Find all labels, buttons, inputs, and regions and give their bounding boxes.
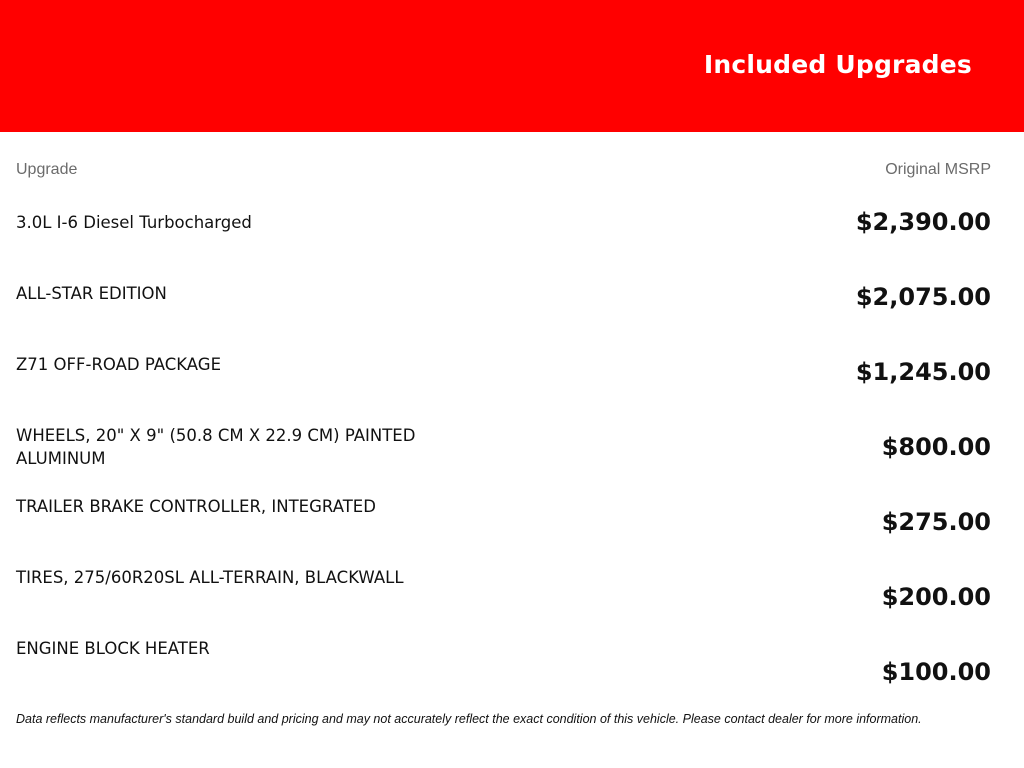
upgrade-name: TRAILER BRAKE CONTROLLER, INTEGRATED — [16, 497, 376, 516]
upgrades-list — [16, 208, 991, 705]
upgrade-price: $100.00 — [881, 658, 991, 686]
upgrade-name: 3.0L I-6 Diesel Turbocharged — [16, 213, 252, 232]
upgrade-name: Z71 OFF-ROAD PACKAGE — [16, 355, 222, 374]
upgrade-row — [16, 634, 991, 705]
upgrade-name: TIRES, 275/60R20SL ALL-TERRAIN, BLACKWALL — [16, 568, 404, 587]
upgrade-name: ALL-STAR EDITION — [16, 284, 167, 303]
page-title: Included Upgrades — [703, 50, 972, 79]
upgrade-price: $2,390.00 — [855, 208, 991, 236]
msrp-column-header: Original MSRP — [885, 161, 991, 178]
upgrade-price: $1,245.00 — [855, 358, 991, 386]
upgrade-price: $2,075.00 — [855, 283, 991, 311]
upgrade-name: WHEELS, 20" X 9" (50.8 CM X 22.9 CM) PAINTED ALUMINUM — [16, 426, 416, 468]
upgrade-price: $275.00 — [881, 508, 991, 536]
upgrade-price: $800.00 — [881, 433, 991, 461]
upgrade-row — [16, 421, 991, 492]
upgrade-row — [16, 208, 991, 279]
upgrade-row — [16, 279, 991, 350]
upgrade-row — [16, 492, 991, 563]
upgrade-column-header: Upgrade — [16, 161, 78, 178]
upgrade-row — [16, 350, 991, 421]
disclaimer-text: Data reflects manufacturer's standard build and pricing and may not accurately reflect the exact condition of this vehicle. Please contact dealer for more information. — [16, 712, 922, 726]
upgrade-name: ENGINE BLOCK HEATER — [16, 639, 210, 658]
upgrade-row — [16, 563, 991, 634]
upgrade-price: $200.00 — [881, 583, 991, 611]
header-banner — [0, 0, 1024, 132]
